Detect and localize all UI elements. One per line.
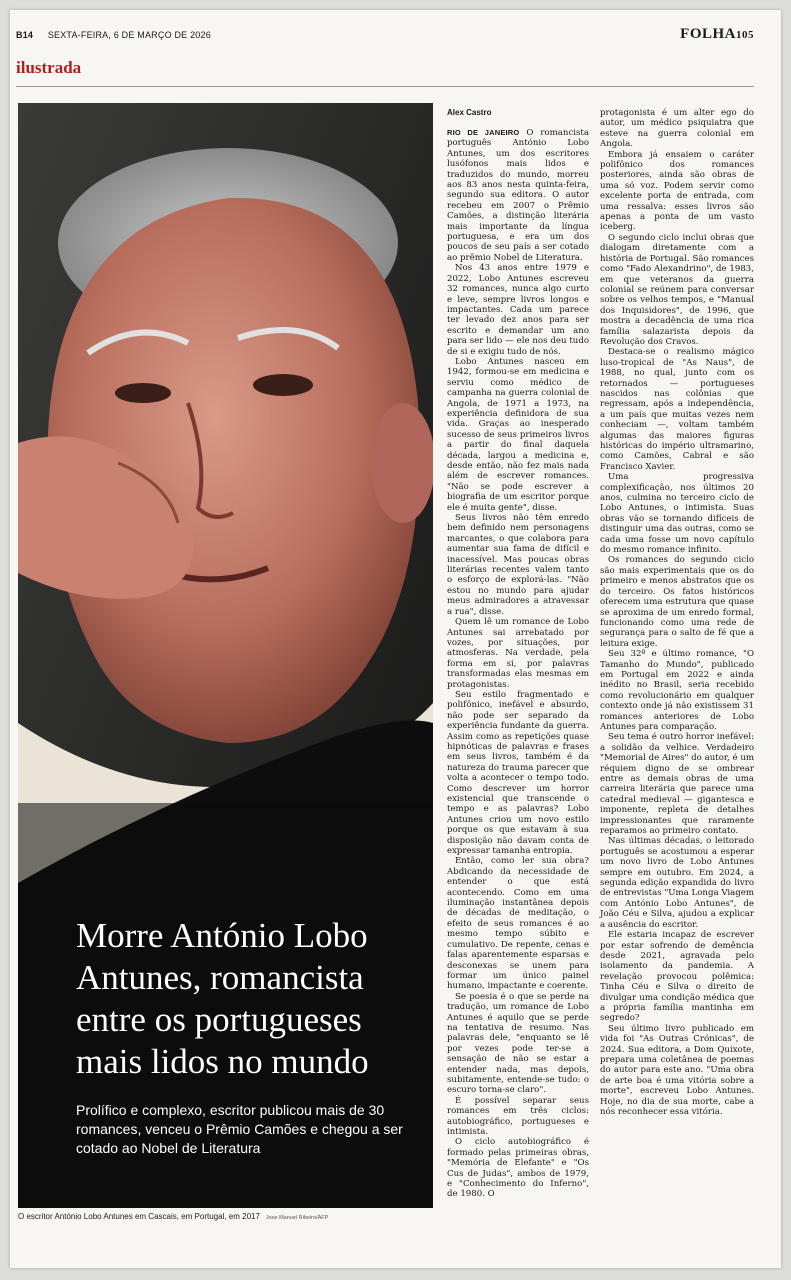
paragraph: Seu 32º e último romance, "O Tamanho do Mundo", publicado em Portugal em 2022 e ainda inédito no Brasil, seria recebido como revolucionário em qualquer contexto onde já não existissem 31 romances anteriores de Lobo Antunes para comparação.	[600, 649, 754, 732]
paragraph: Ele estaria incapaz de escrever por estar sofrendo de demência desde 2021, agravada pelo isolamento da pandemia. A revelação provocou polêmica: Tinha Céu e Silva o direito de divulgar uma condição médica que a própria família mantinha em segredo?	[600, 930, 754, 1024]
paragraph: Nas últimas décadas, o leitorado português se acostumou a esperar um novo livro de Lobo Antunes sempre em outubro. Em 2024, a segunda edição expandida do livro de entrevistas "Uma Longa Viagem com António Lobo Antunes", de João Céu e Silva, ajudou a explicar a ausência do escritor.	[600, 836, 754, 930]
logo-number: 105	[736, 29, 754, 41]
paragraph	[447, 128, 589, 263]
paragraph: Seu estilo fragmentado e polifônico, inefável e absurdo, não pode ser separado da experiência fundante da guerra. Assim como as repetições quase hipnóticas de palavras e frases em seus livros, também é da natureza do trauma parecer que volta a acontecer o tempo todo. Como descrever um horror existencial que transcende o tempo e as palavras? Lobo Antunes criou um novo estilo porque os que estavam à sua disposição não davam conta de expressar tamanha entropia.	[447, 689, 589, 857]
paragraph: Quem lê um romance de Lobo Antunes sai arrebatado por vozes, por situações, por atmosferas. Na verdade, pela forma em si, por palavras transformadas elas mesmas em protagonistas.	[447, 617, 589, 690]
masthead	[16, 26, 754, 46]
paragraph: Nos 43 anos entre 1979 e 2022, Lobo Antunes escreveu 32 romances, nunca algo curto e leve, sempre livros longos e impactantes. Cada um parece ter levado dez anos para ser escrito e demandar um ano para ser lido — ele nos deu tudo de si e exigiu tudo de nós.	[447, 263, 589, 357]
caption-text: O escritor António Lobo Antunes em Cascais, em Portugal, em 2017	[18, 1212, 260, 1221]
lead-photo	[18, 103, 433, 1208]
paragraph: Seu último livro publicado em vida foi "As Outras Crónicas", de 2024. Sua editora, a Dom Quixote, prepara uma coletânea de poemas do autor para este ano. "Uma obra de arte boa é uma vitória sobre a morte", escreveu Lobo Antunes. Hoje, no dia de sua morte, cabe a nós reconhecer essa vitória.	[600, 1023, 754, 1117]
paragraph: O ciclo autobiográfico é formado pelas primeiras obras, "Memória de Elefante" e "Os Cus de Judas", ambos de 1979, e "Conhecimento do Inferno", de 1980. O	[447, 1137, 589, 1200]
photo-caption	[18, 1212, 433, 1221]
paragraph: Embora já ensaiem o caráter polifônico dos romances posteriores, ainda são obras de uma só voz. Podem servir como excelente porta de entrada, com uma ressalva: esses livros são apenas a ponta de um vasto iceberg.	[600, 149, 754, 233]
paragraph: Então, como ler sua obra? Abdicando da necessidade de entender o que está acontecendo. Como em uma iluminação instantânea depois de décadas de meditação, o efeito de seus romances é ao mesmo tempo súbito e cumulativo. De repente, cenas e falas aparentemente esparsas e desconexas se unem para formar um único painel humano, impactante e coerente.	[447, 856, 589, 992]
paragraph-text: O romancista português António Lobo Antunes, um dos escritores lusófonos mais lidos e traduzidos do mundo, morreu aos 83 anos nesta quinta-feira, segundo sua editora. O autor recebeu em 2007 o Prêmio Camões, a distinção literária mais importante da língua portuguesa, e era um dos poucos de seu país a ser cotado ao prêmio Nobel de Literatura.	[447, 128, 590, 263]
paragraph: Seu tema é outro horror inefável: a solidão da velhice. Verdadeiro "Memorial de Aires" do autor, é um réquiem digno de se ombrear entre as demais obras de uma carreira literária que parece uma catedral medieval — gigantesca e imponente, repleta de detalhes impressionantes que raramente reparamos ao primeiro contato.	[600, 732, 755, 837]
article-column-1	[447, 128, 589, 1200]
paragraph: É possível separar seus romances em três ciclos: autobiográfico, portugueses e intimista.	[447, 1095, 589, 1137]
paragraph: Se poesia é o que se perde na tradução, um romance de Lobo Antunes é aquilo que se perde na tentativa de resumo. Nas palavras dele, "enquanto se lê por vezes pode ter-se a sensação de não se estar a entender nada, mas depois, subitamente, entende-se tudo: o escuro torna-se claro".	[447, 991, 589, 1096]
subheadline: Prolífico e complexo, escritor publicou mais de 30 romances, venceu o Prêmio Camões e chegou a ser cotado ao Nobel de Literatura	[76, 1102, 403, 1156]
section-divider	[16, 86, 754, 87]
issue-date: SEXTA-FEIRA, 6 DE MARÇO DE 2026	[47, 30, 211, 40]
section-name: ilustrada	[16, 58, 82, 77]
logo-text: FOLHA	[680, 26, 736, 42]
paragraph: Os romances do segundo ciclo são mais experimentais que os do primeiro e menos abstratos que os do terceiro. Os fatos históricos oferecem uma estrutura que quase se aproxima de um enredo formal, funcionando como uma rede de segurança para o salto de fé que a leitura exige.	[600, 555, 754, 649]
page-number: B14	[16, 30, 34, 40]
paragraph: Uma progressiva complexificação, nos últimos 20 anos, culmina no terceiro ciclo de Lobo Antunes, o intimista. Suas obras vão se tornando difíceis de distinguir uma das outras, como se cada uma fosse um novo capítulo do mesmo romance infinito.	[600, 472, 754, 556]
paragraph: Seus livros não têm enredo bem definido nem personagens marcantes, o que colabora para aumentar sua fama de difícil e inacessível. Mas poucas obras literárias recentes valem tanto o esforço de explorá-las. "Não estou no mundo para ajudar meus admiradores a atravessar a rua", disse.	[447, 513, 589, 617]
headline: Morre António Lobo Antunes, romancista entre os portugueses mais lidos no mundo	[76, 916, 369, 1081]
paragraph: Lobo Antunes nasceu em 1942, formou-se em medicina e serviu como médico de campanha na guerra colonial de Angola, de 1971 a 1973, na experiência definidora de sua vida. Graças ao inesperado sucesso de seus primeiros livros a partir do final daquela década, largou a medicina e, desde então, não fez mais nada além de escrever romances. "Não se pode escrever a biografia de um escritor porque ele é muita gente", disse.	[447, 356, 589, 513]
paragraph: O segundo ciclo inclui obras que dialogam diretamente com a história de Portugal. São romances como "Fado Alexandrino", de 1983, em que veteranos da guerra colonial se reúnem para conversar sobre os velhos tempos, e "Manual dos Inquisidores", de 1996, que mostra a decadência de uma rica família salazarista depois da Revolução dos Cravos.	[600, 232, 754, 347]
byline: Alex Castro	[447, 108, 492, 117]
article-column-2	[600, 108, 754, 1117]
photo-credit: Jose Manuel Ribeiro/AFP	[265, 1215, 329, 1221]
newspaper-logo	[680, 26, 754, 43]
dateline: RIO DE JANEIRO	[447, 128, 520, 137]
paragraph: Destaca-se o realismo mágico luso-tropical de "As Naus", de 1988, no qual, junto com os retornados — portugueses nascidos nas colônias que regressam, após a independência, a um país que muitas vezes nem conheciam —, voltam também algumas das maiores figuras históricas do império ultramarino, como Camões, Cabral e são Francisco Xavier.	[600, 347, 754, 472]
paragraph: protagonista é um alter ego do autor, um médico psiquiatra que esteve na guerra colonial em Angola.	[600, 108, 754, 150]
